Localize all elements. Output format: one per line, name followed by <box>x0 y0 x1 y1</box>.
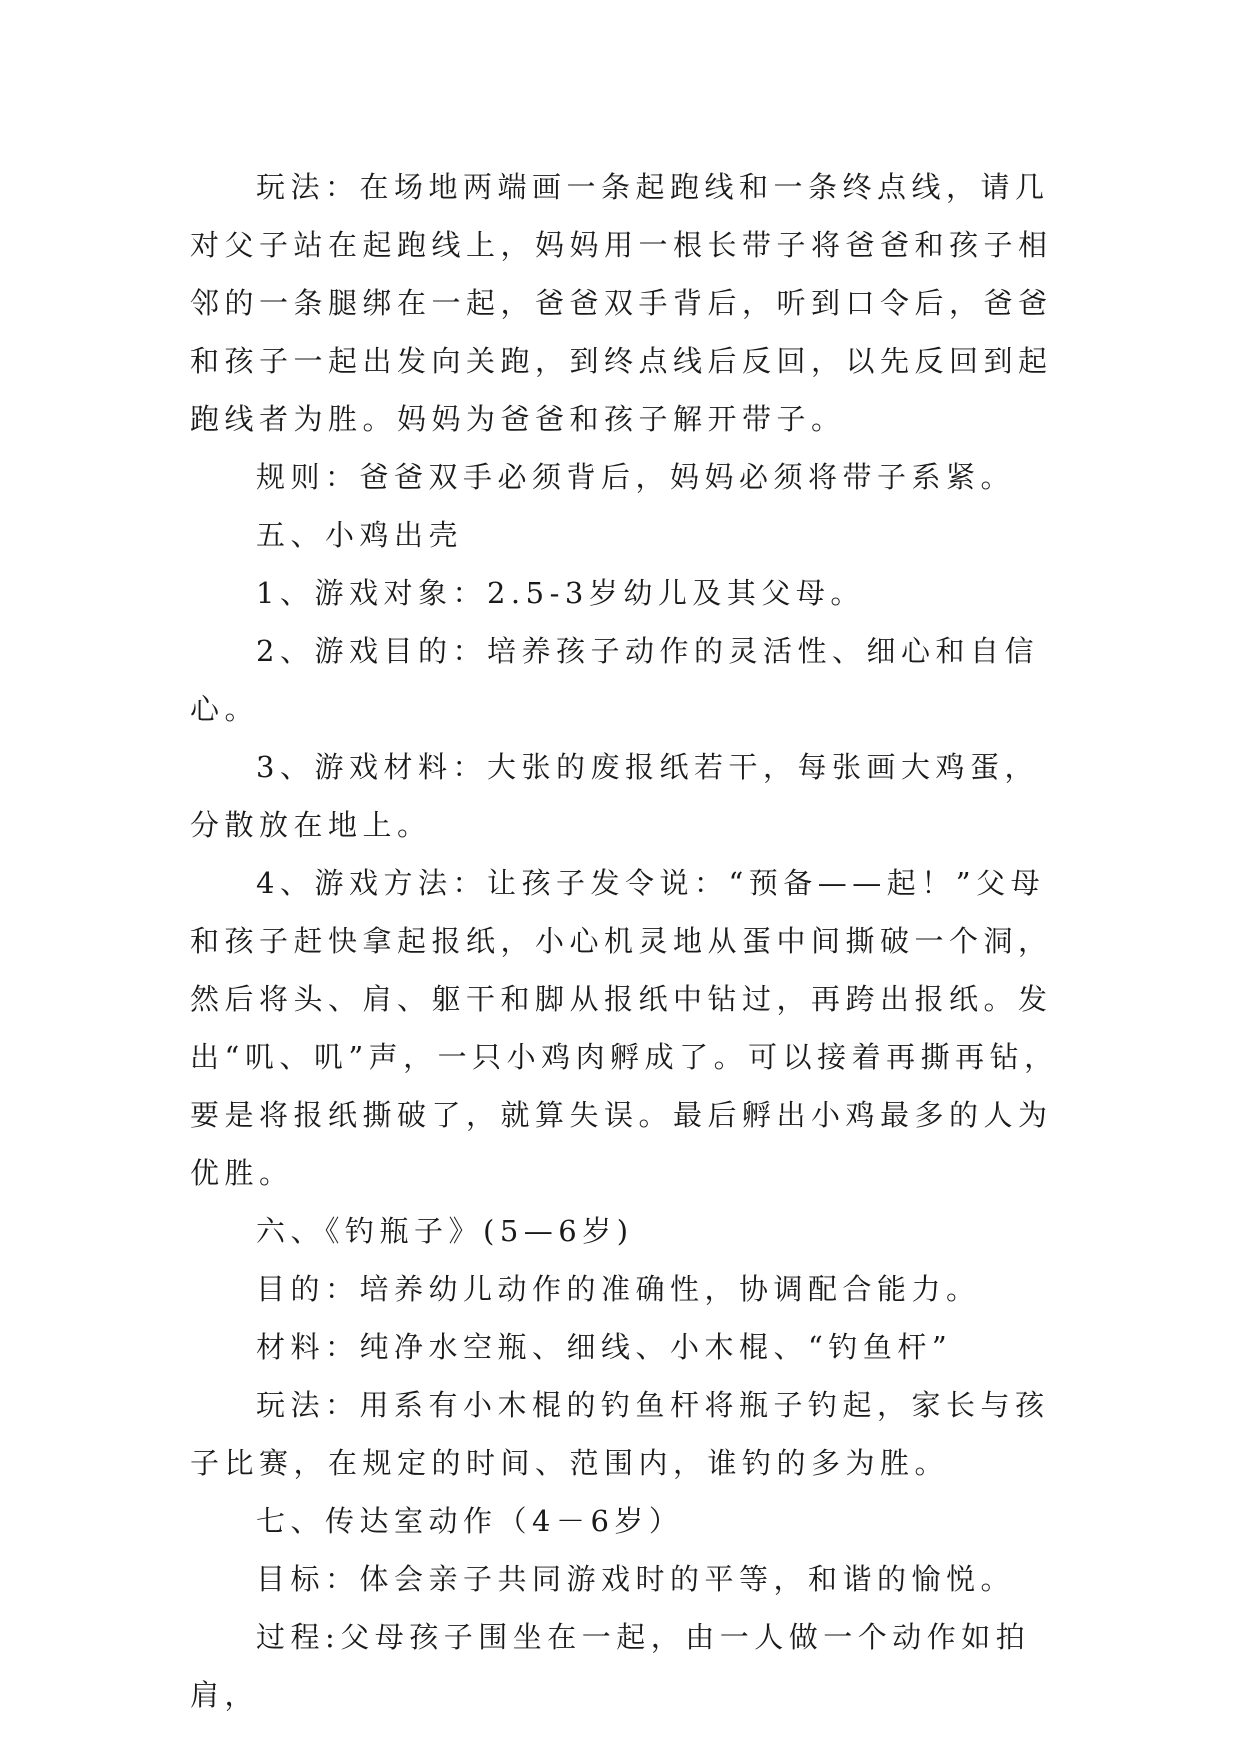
paragraph-purpose-6: 目的：培养幼儿动作的准确性，协调配合能力。 <box>256 1272 981 1306</box>
paragraph-process-7: 过程:父母孩子围坐在一起，由一人做一个动作如拍肩， <box>190 1620 1031 1712</box>
paragraph-game-materials: 3、游戏材料：大张的废报纸若干，每张画大鸡蛋，分散放在地上。 <box>190 750 1039 842</box>
paragraph-rules: 规则：爸爸双手必须背后，妈妈必须将带子系紧。 <box>256 460 1016 494</box>
paragraph-game-target: 1、游戏对象：2.5-3岁幼儿及其父母。 <box>256 576 865 610</box>
paragraph-play-method: 玩法：在场地两端画一条起跑线和一条终点线，请几对父子站在起跑线上，妈妈用一根长带子将爸爸和孩子相邻的一条腿绑在一起，爸爸双手背后，听到口令后，爸爸和孩子一起出发向关跑，到终点线后反回，以先反回到起跑线者为胜。妈妈为爸爸和孩子解开带子。 <box>190 170 1053 436</box>
paragraph-goal-7: 目标：体会亲子共同游戏时的平等，和谐的愉悦。 <box>256 1562 1016 1596</box>
section-heading-6: 六、《钓瓶子》(5—6岁) <box>256 1214 634 1248</box>
paragraph-play-6: 玩法：用系有小木棍的钓鱼杆将瓶子钓起，家长与孩子比赛，在规定的时间、范围内，谁钓的多为胜。 <box>190 1388 1050 1480</box>
document-body <box>190 158 1070 1724</box>
paragraph-materials-6: 材料：纯净水空瓶、细线、小木棍、“钓鱼杆” <box>256 1330 953 1364</box>
paragraph-game-purpose: 2、游戏目的：培养孩子动作的灵活性、细心和自信心。 <box>190 634 1039 726</box>
section-heading-7: 七、传达室动作（4－6岁） <box>256 1504 684 1538</box>
section-heading-5: 五、小鸡出壳 <box>256 518 464 552</box>
paragraph-game-method: 4、游戏方法：让孩子发令说：“预备——起！”父母和孩子赶快拿起报纸，小心机灵地从蛋中间撕破一个洞，然后将头、肩、躯干和脚从报纸中钻过，再跨出报纸。发出“叽、叽”声，一只小鸡肉孵成了。可以接着再撕再钻，要是将报纸撕破了，就算失误。最后孵出小鸡最多的人为优胜。 <box>190 866 1059 1190</box>
